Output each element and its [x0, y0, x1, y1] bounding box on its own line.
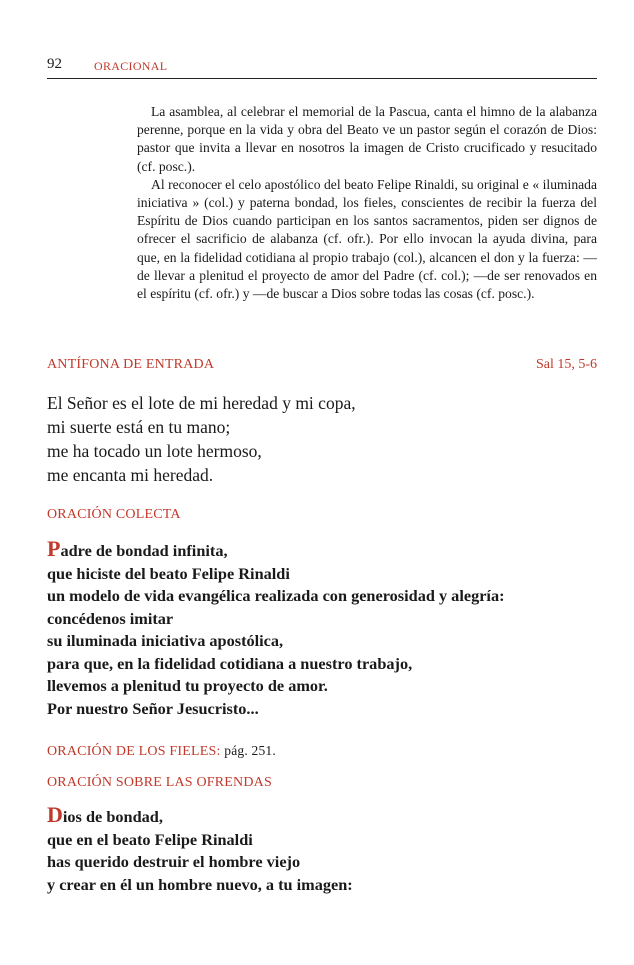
prayer-line: que en el beato Felipe Rinaldi	[47, 829, 253, 849]
collect-title: ORACIÓN COLECTA	[47, 507, 181, 522]
prayer-line: llevemos a plenitud tu proyecto de amor.	[47, 676, 328, 695]
page-header	[47, 56, 597, 79]
offerings-title: ORACIÓN SOBRE LAS OFRENDAS	[47, 775, 272, 790]
offerings-dropcap: D	[47, 802, 63, 827]
prayer-line: has querido destruir el hombre viejo	[47, 852, 301, 871]
offerings-prayer	[47, 804, 607, 896]
running-title: ORACIONAL	[94, 59, 168, 73]
collect-dropcap: P	[47, 536, 61, 561]
prayer-line: adre de bondad infinita,	[60, 541, 228, 560]
entrance-antiphon-text	[47, 391, 597, 487]
intro-paragraph: La asamblea, al celebrar el memorial de la Pascua, canta el himno de la alabanza perenne, porque en la vida y obra del Beato ve un pastor según el corazón de Dios: pastor que invita a llevar en nosotros la imagen de Cristo crucificado y resucitado (cf. posc.).	[137, 104, 597, 174]
antiphon-line: me encanta mi heredad.	[47, 465, 214, 485]
prayer-line: ios de bondad,	[62, 807, 163, 826]
intro-paragraph: Al reconocer el celo apostólico del beato Felipe Rinaldi, su original e « iluminada iniciativa » (col.) y paterna bondad, los fieles, conscientes de recibir la fuerza del Espíritu de Dios cuando participan en los santos sacramentos, piden ser dignos de ofrecer el sacrificio de alabanza (cf. ofr.). Por ello invocan la ayuda divina, para que, en la fidelidad cotidiana al propio trabajo (col.), alcancen el don y la fuerza: —de llevar a plenitud el proyecto de amor del Padre (cf. col.); —de ser renovados en el espíritu (cf. ofr.) y —de buscar a Dios sobre todas las cosas (cf. posc.).	[137, 176, 597, 302]
prayer-line: para que, en la fidelidad cotidiana a nuestro trabajo,	[47, 653, 413, 673]
entrance-antiphon-title: ANTÍFONA DE ENTRADA	[47, 357, 215, 372]
entrance-antiphon-reference: Sal 15, 5-6	[535, 357, 597, 372]
faithful-prayer-heading	[47, 743, 276, 760]
prayer-line: Por nuestro Señor Jesucristo...	[47, 698, 259, 718]
antiphon-line: me ha tocado un lote hermoso,	[47, 441, 262, 461]
intro-commentary	[137, 103, 597, 303]
page-number: 92	[47, 56, 62, 72]
prayer-line: su iluminada iniciativa apostólica,	[47, 631, 284, 650]
prayer-line: que hiciste del beato Felipe Rinaldi	[47, 563, 290, 583]
collect-prayer	[47, 538, 607, 720]
antiphon-line: El Señor es el lote de mi heredad y mi copa,	[47, 393, 356, 413]
prayer-line: un modelo de vida evangélica realizada con generosidad y alegría:	[47, 586, 505, 605]
faithful-prayer-title: ORACIÓN DE LOS FIELES:	[47, 744, 221, 759]
prayer-line: concédenos imitar	[47, 608, 174, 628]
prayer-line: y crear en él un hombre nuevo, a tu imagen:	[47, 874, 353, 894]
antiphon-line: mi suerte está en tu mano;	[47, 417, 231, 437]
faithful-prayer-page-ref: pág. 251.	[224, 743, 276, 758]
